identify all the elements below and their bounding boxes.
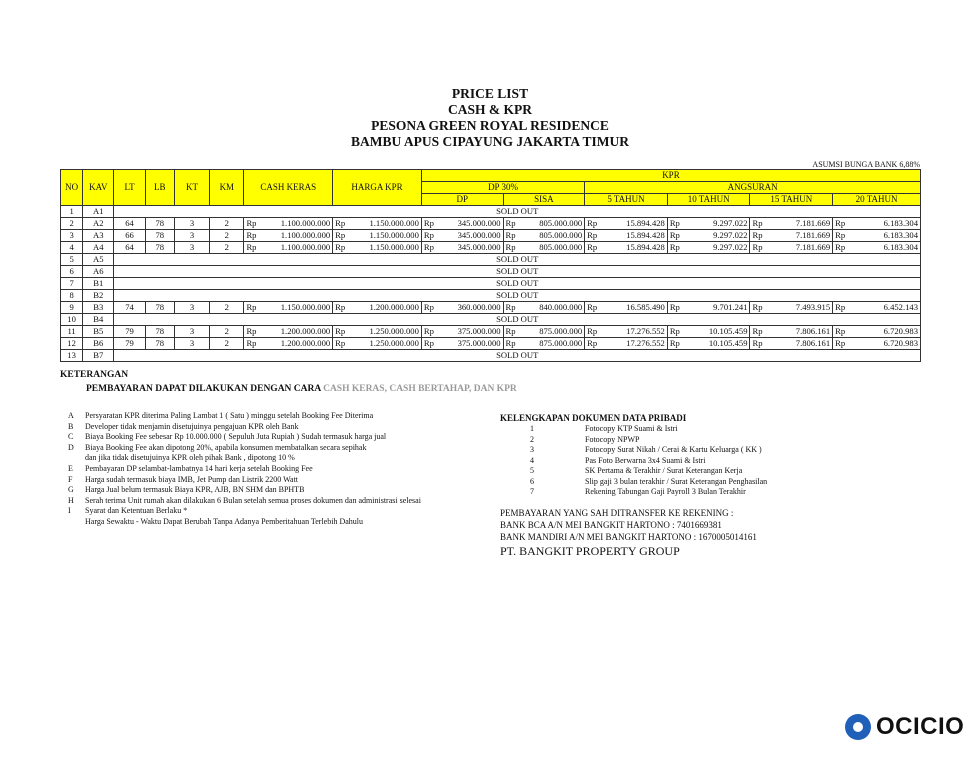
- documents-item: [530, 466, 767, 477]
- table-row: [61, 266, 921, 278]
- terms-item-text: Persyaratan KPR diterima Paling Lambat 1 ( Satu ) minggu setelah Booking Fee Diterima: [85, 411, 374, 420]
- documents-item-text: SK Pertama & Terakhir / Surat Keterangan Kerja: [585, 466, 743, 475]
- terms-item-text: Serah terima Unit rumah akan dilakukan 6 Bulan setelah semua proses dokumen dan administrasi selesai: [85, 495, 421, 505]
- terms-item-letter: F: [68, 474, 73, 484]
- terms-item-text: Syarat dan Ketentuan Berlaku *: [85, 506, 188, 516]
- documents-item-number: 4: [530, 455, 534, 465]
- cell-no: 6: [61, 266, 83, 278]
- header-20-tahun: 20 TAHUN: [833, 194, 921, 206]
- cell-kt: 3: [174, 242, 209, 254]
- cell-sold-out: SOLD OUT: [114, 254, 921, 266]
- cell-currency: Rp: [750, 326, 768, 338]
- cell-lb: 78: [145, 218, 174, 230]
- cell-no: 10: [61, 314, 83, 326]
- cell-currency: Rp: [833, 218, 851, 230]
- cell-5-tahun: 17.276.552: [603, 326, 668, 338]
- cell-kav: B5: [83, 326, 114, 338]
- cell-10-tahun: 9.297.022: [685, 242, 750, 254]
- cell-sold-out: SOLD OUT: [114, 278, 921, 290]
- cell-20-tahun: 6.452.143: [851, 302, 921, 314]
- cell-20-tahun: 6.183.304: [851, 242, 921, 254]
- documents-item-number: 6: [530, 476, 534, 486]
- cell-kt: 3: [174, 302, 209, 314]
- cell-no: 11: [61, 326, 83, 338]
- payment-methods: [86, 384, 517, 394]
- cell-currency: Rp: [244, 338, 262, 350]
- header-no: NO: [61, 170, 83, 206]
- cell-harga-kpr: 1.250.000.000: [351, 338, 422, 350]
- documents-item: [530, 456, 767, 467]
- cell-currency: Rp: [750, 302, 768, 314]
- documents-item-text: Fotocopy Surat Nikah / Cerai & Kartu Keluarga ( KK ): [585, 445, 762, 454]
- cell-kt: 3: [174, 230, 209, 242]
- cell-currency: Rp: [750, 218, 768, 230]
- table-row: [61, 242, 921, 254]
- cell-cash-keras: 1.100.000.000: [262, 230, 333, 242]
- terms-item-letter: I: [68, 506, 71, 516]
- logo-circle-icon: [845, 714, 871, 740]
- cell-currency: Rp: [421, 338, 439, 350]
- cell-10-tahun: 10.105.459: [685, 326, 750, 338]
- terms-item: [68, 485, 421, 496]
- bank-info-line-1: PEMBAYARAN YANG SAH DITRANSFER KE REKENING :: [500, 508, 734, 518]
- cell-currency: Rp: [833, 242, 851, 254]
- cell-5-tahun: 15.894.428: [603, 242, 668, 254]
- cell-harga-kpr: 1.200.000.000: [351, 302, 422, 314]
- cell-lt: 66: [114, 230, 145, 242]
- terms-item: [68, 422, 421, 433]
- cell-kav: B4: [83, 314, 114, 326]
- cell-km: 2: [210, 326, 244, 338]
- cell-km: 2: [210, 230, 244, 242]
- cell-dp: 345.000.000: [440, 242, 504, 254]
- header-sisa: SISA: [503, 194, 585, 206]
- documents-title: KELENGKAPAN DOKUMEN DATA PRIBADI: [500, 413, 687, 423]
- cell-sisa: 875.000.000: [521, 338, 585, 350]
- cell-currency: Rp: [503, 230, 521, 242]
- terms-item-text: Developer tidak menjamin disetujuinya pengajuan KPR oleh Bank: [85, 421, 299, 431]
- cell-currency: Rp: [244, 326, 262, 338]
- title-line-2: CASH & KPR: [448, 102, 532, 117]
- cell-no: 2: [61, 218, 83, 230]
- cell-15-tahun: 7.181.669: [768, 230, 833, 242]
- cell-kav: B6: [83, 338, 114, 350]
- cell-currency: Rp: [585, 338, 603, 350]
- cell-currency: Rp: [667, 338, 685, 350]
- cell-cash-keras: 1.200.000.000: [262, 338, 333, 350]
- terms-item: [68, 496, 421, 507]
- cell-kav: A5: [83, 254, 114, 266]
- cell-dp: 345.000.000: [440, 218, 504, 230]
- cell-currency: Rp: [833, 326, 851, 338]
- cell-harga-kpr: 1.250.000.000: [351, 326, 422, 338]
- cell-lt: 79: [114, 326, 145, 338]
- logo-text: OCICIO: [876, 713, 965, 740]
- header-dp: DP: [421, 194, 503, 206]
- cell-km: 2: [210, 242, 244, 254]
- title-line-4: BAMBU APUS CIPAYUNG JAKARTA TIMUR: [350, 134, 630, 149]
- cell-no: 7: [61, 278, 83, 290]
- terms-item-letter: A: [68, 411, 74, 420]
- documents-item-number: 1: [530, 424, 534, 433]
- terms-item-text: Harga Sewaktu - Waktu Dapat Berubah Tanpa Adanya Pemberitahuan Terlebih Dahulu: [85, 516, 364, 526]
- cell-currency: Rp: [333, 326, 351, 338]
- cell-dp: 375.000.000: [440, 326, 504, 338]
- documents-item-number: 2: [530, 434, 534, 444]
- cell-lb: 78: [145, 302, 174, 314]
- cell-no: 1: [61, 206, 83, 218]
- cell-no: 12: [61, 338, 83, 350]
- cell-cash-keras: 1.150.000.000: [262, 302, 333, 314]
- cell-kt: 3: [174, 218, 209, 230]
- cell-currency: Rp: [333, 218, 351, 230]
- cell-lb: 78: [145, 338, 174, 350]
- cell-currency: Rp: [421, 218, 439, 230]
- cell-dp: 375.000.000: [440, 338, 504, 350]
- table-row: [61, 326, 921, 338]
- header-lt: LT: [114, 170, 145, 206]
- terms-item: [68, 464, 421, 475]
- terms-item-text: Pembayaran DP selambat-lambatnya 14 hari kerja setelah Booking Fee: [85, 463, 313, 473]
- documents-item: [530, 424, 767, 435]
- cell-lt: 79: [114, 338, 145, 350]
- cell-5-tahun: 16.585.490: [603, 302, 668, 314]
- cell-10-tahun: 9.297.022: [685, 230, 750, 242]
- documents-item-text: Fotocopy KTP Suami & Istri: [585, 424, 678, 433]
- table-row: [61, 338, 921, 350]
- cell-cash-keras: 1.200.000.000: [262, 326, 333, 338]
- cell-no: 8: [61, 290, 83, 302]
- cell-kav: B7: [83, 350, 114, 362]
- cell-currency: Rp: [667, 326, 685, 338]
- cell-currency: Rp: [833, 338, 851, 350]
- cell-kav: A3: [83, 230, 114, 242]
- cell-kav: B3: [83, 302, 114, 314]
- terms-item: [68, 506, 421, 517]
- terms-item-letter: B: [68, 421, 74, 431]
- title-line-1: PRICE LIST: [451, 86, 529, 101]
- header-5-tahun: 5 TAHUN: [585, 194, 668, 206]
- cell-10-tahun: 9.297.022: [685, 218, 750, 230]
- documents-item-text: Pas Foto Berwarna 3x4 Suami & Istri: [585, 455, 706, 465]
- bank-info-line-3: BANK MANDIRI A/N MEI BANGKIT HARTONO : 1670005014161: [500, 532, 757, 542]
- cell-lt: 74: [114, 302, 145, 314]
- cell-dp: 345.000.000: [440, 230, 504, 242]
- cell-currency: Rp: [244, 218, 262, 230]
- terms-item-letter: G: [68, 485, 74, 495]
- terms-item-text: Harga sudah termasuk biaya IMB, Jet Pump dan Listrik 2200 Watt: [85, 474, 299, 484]
- terms-item-letter: [68, 517, 85, 528]
- cell-currency: Rp: [667, 242, 685, 254]
- cell-currency: Rp: [585, 242, 603, 254]
- cell-currency: Rp: [750, 242, 768, 254]
- cell-harga-kpr: 1.150.000.000: [351, 230, 422, 242]
- ocicio-logo: [845, 713, 964, 741]
- terms-item-letter: H: [68, 495, 74, 505]
- cell-kav: A1: [83, 206, 114, 218]
- cell-currency: Rp: [585, 302, 603, 314]
- cell-harga-kpr: 1.150.000.000: [351, 242, 422, 254]
- terms-list: [68, 411, 421, 528]
- documents-item-number: 5: [530, 466, 534, 475]
- cell-20-tahun: 6.720.983: [851, 338, 921, 350]
- header-dp-30: DP 30%: [421, 182, 584, 194]
- cell-currency: Rp: [244, 242, 262, 254]
- table-row: [61, 302, 921, 314]
- terms-item-letter: C: [68, 432, 74, 442]
- header-kav: KAV: [83, 170, 114, 206]
- cell-currency: Rp: [667, 302, 685, 314]
- cell-lb: 78: [145, 242, 174, 254]
- terms-item: [68, 411, 421, 422]
- bank-info: [500, 507, 757, 543]
- terms-item: [68, 517, 421, 528]
- header-kpr: KPR: [421, 170, 920, 182]
- cell-currency: Rp: [667, 230, 685, 242]
- cell-5-tahun: 15.894.428: [603, 218, 668, 230]
- terms-item-letter: E: [68, 463, 73, 473]
- header-kt: KT: [174, 170, 209, 206]
- cell-currency: Rp: [585, 326, 603, 338]
- cell-sold-out: SOLD OUT: [114, 266, 921, 278]
- cell-sold-out: SOLD OUT: [114, 350, 921, 362]
- cell-lt: 64: [114, 242, 145, 254]
- documents-item: [530, 477, 767, 488]
- bank-info-line-2: BANK BCA A/N MEI BANGKIT HARTONO : 7401669381: [500, 520, 722, 530]
- documents-item-number: 3: [530, 445, 534, 454]
- cell-20-tahun: 6.720.983: [851, 326, 921, 338]
- cell-currency: Rp: [503, 242, 521, 254]
- terms-item: [68, 443, 421, 454]
- cell-sisa: 840.000.000: [521, 302, 585, 314]
- cell-sisa: 805.000.000: [521, 230, 585, 242]
- cell-currency: Rp: [667, 218, 685, 230]
- cell-15-tahun: 7.806.161: [768, 326, 833, 338]
- cell-currency: Rp: [503, 302, 521, 314]
- terms-item-text: Biaya Booking Fee akan dipotong 20%, apabila konsumen membatalkan secara sepihak: [85, 442, 367, 452]
- cell-5-tahun: 15.894.428: [603, 230, 668, 242]
- terms-item-text: Biaya Booking Fee sebesar Rp 10.000.000 ( Sepuluh Juta Rupiah ) Sudah termasuk harga jual: [85, 432, 387, 442]
- cell-sold-out: SOLD OUT: [114, 206, 921, 218]
- terms-item-letter: [68, 453, 85, 464]
- cell-15-tahun: 7.181.669: [768, 218, 833, 230]
- cell-sold-out: SOLD OUT: [114, 290, 921, 302]
- table-row: [61, 230, 921, 242]
- cell-20-tahun: 6.183.304: [851, 218, 921, 230]
- cell-10-tahun: 10.105.459: [685, 338, 750, 350]
- cell-lb: 78: [145, 326, 174, 338]
- cell-no: 5: [61, 254, 83, 266]
- keterangan-title: KETERANGAN: [60, 370, 129, 380]
- terms-item-text: Harga Jual belum termasuk Biaya KPR, AJB, BN SHM dan BPHTB: [85, 485, 305, 495]
- cell-currency: Rp: [833, 230, 851, 242]
- header-km: KM: [210, 170, 244, 206]
- cell-sisa: 805.000.000: [521, 242, 585, 254]
- terms-item: [68, 475, 421, 486]
- table-row: [61, 278, 921, 290]
- cell-kav: A2: [83, 218, 114, 230]
- cell-harga-kpr: 1.150.000.000: [351, 218, 422, 230]
- cell-currency: Rp: [750, 338, 768, 350]
- table-row: [61, 206, 921, 218]
- cell-5-tahun: 17.276.552: [603, 338, 668, 350]
- header-harga-kpr: HARGA KPR: [333, 170, 422, 206]
- header-cash-keras: CASH KERAS: [244, 170, 333, 206]
- cell-km: 2: [210, 338, 244, 350]
- cell-km: 2: [210, 218, 244, 230]
- cell-currency: Rp: [833, 302, 851, 314]
- price-table-body: [61, 206, 921, 362]
- documents-item-text: Rekening Tabungan Gaji Payroll 3 Bulan Terakhir: [585, 487, 746, 496]
- company-name: PT. BANGKIT PROPERTY GROUP: [500, 544, 680, 558]
- cell-currency: Rp: [585, 218, 603, 230]
- cell-dp: 360.000.000: [440, 302, 504, 314]
- cell-kt: 3: [174, 338, 209, 350]
- cell-currency: Rp: [503, 218, 521, 230]
- price-table: [60, 169, 921, 362]
- cell-kav: A6: [83, 266, 114, 278]
- cell-lb: 78: [145, 230, 174, 242]
- payment-methods-label: PEMBAYARAN DAPAT DILAKUKAN DENGAN CARA: [86, 384, 321, 394]
- cell-no: 3: [61, 230, 83, 242]
- title-line-3: PESONA GREEN ROYAL RESIDENCE: [371, 118, 609, 133]
- cell-currency: Rp: [503, 326, 521, 338]
- documents-item: [530, 445, 767, 456]
- table-row: [61, 254, 921, 266]
- documents-item-text: Fotocopy NPWP: [585, 434, 640, 444]
- table-row: [61, 350, 921, 362]
- cell-sisa: 875.000.000: [521, 326, 585, 338]
- cell-currency: Rp: [585, 230, 603, 242]
- terms-item: [68, 453, 421, 464]
- table-row: [61, 290, 921, 302]
- cell-kav: B1: [83, 278, 114, 290]
- cell-currency: Rp: [421, 326, 439, 338]
- documents-list: [530, 424, 767, 498]
- cell-no: 9: [61, 302, 83, 314]
- cell-no: 13: [61, 350, 83, 362]
- cell-15-tahun: 7.493.915: [768, 302, 833, 314]
- terms-item: [68, 432, 421, 443]
- header-angsuran: ANGSURAN: [585, 182, 921, 194]
- cell-currency: Rp: [333, 242, 351, 254]
- price-list-title-block: [0, 86, 980, 150]
- cell-sisa: 805.000.000: [521, 218, 585, 230]
- payment-methods-list: CASH KERAS, CASH BERTAHAP, DAN KPR: [323, 384, 517, 394]
- cell-currency: Rp: [333, 302, 351, 314]
- cell-currency: Rp: [421, 302, 439, 314]
- cell-sold-out: SOLD OUT: [114, 314, 921, 326]
- header-lb: LB: [145, 170, 174, 206]
- terms-item-text: dan jika tidak disetujuinya KPR oleh pihak Bank , dipotong 10 %: [85, 453, 295, 463]
- cell-currency: Rp: [421, 230, 439, 242]
- cell-currency: Rp: [503, 338, 521, 350]
- cell-lt: 64: [114, 218, 145, 230]
- documents-item-number: 7: [530, 487, 534, 496]
- cell-currency: Rp: [421, 242, 439, 254]
- cell-currency: Rp: [244, 230, 262, 242]
- cell-cash-keras: 1.100.000.000: [262, 218, 333, 230]
- cell-15-tahun: 7.806.161: [768, 338, 833, 350]
- table-row: [61, 218, 921, 230]
- cell-20-tahun: 6.183.304: [851, 230, 921, 242]
- interest-assumption: ASUMSI BUNGA BANK 6,88%: [812, 160, 920, 169]
- cell-currency: Rp: [244, 302, 262, 314]
- cell-km: 2: [210, 302, 244, 314]
- documents-item: [530, 487, 767, 498]
- documents-item-text: Slip gaji 3 bulan terakhir / Surat Keterangan Penghasilan: [585, 476, 768, 486]
- terms-item-letter: D: [68, 442, 74, 452]
- cell-kt: 3: [174, 326, 209, 338]
- cell-no: 4: [61, 242, 83, 254]
- cell-10-tahun: 9.701.241: [685, 302, 750, 314]
- header-10-tahun: 10 TAHUN: [667, 194, 750, 206]
- header-15-tahun: 15 TAHUN: [750, 194, 833, 206]
- cell-kav: A4: [83, 242, 114, 254]
- cell-15-tahun: 7.181.669: [768, 242, 833, 254]
- cell-cash-keras: 1.100.000.000: [262, 242, 333, 254]
- cell-kav: B2: [83, 290, 114, 302]
- cell-currency: Rp: [333, 338, 351, 350]
- cell-currency: Rp: [333, 230, 351, 242]
- documents-item: [530, 435, 767, 446]
- table-row: [61, 314, 921, 326]
- cell-currency: Rp: [750, 230, 768, 242]
